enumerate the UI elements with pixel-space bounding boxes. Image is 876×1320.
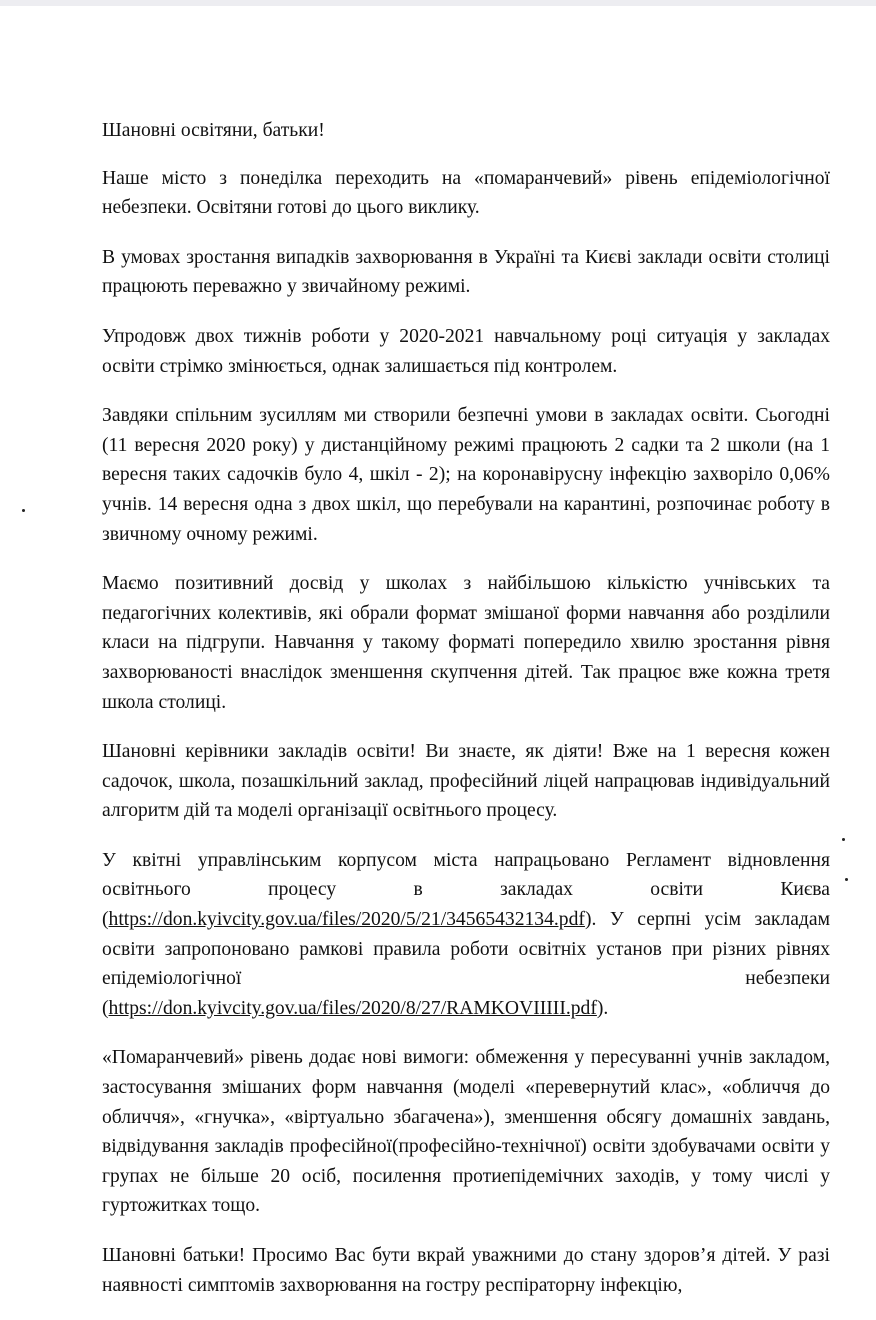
letter-body <box>102 116 830 1320</box>
framework-rules-link[interactable]: https://don.kyivcity.gov.ua/files/2020/8/27/RAMKOVIIIII.pdf <box>108 997 597 1019</box>
scan-top-edge <box>0 0 876 6</box>
paragraph-mixed-learning: Маємо позитивний досвід у школах з найбільшою кількістю учнівських та педагогічних колективів, які обрали формат змішаної форми навчання або розділили класи на підгрупи. Навчання у такому форматі попередило хвилю зростання рівня захворюваності внаслідок зменшення скупчення дітей. Так працює вже кожна третя школа столиці. <box>102 573 830 713</box>
paragraph-safe-conditions: Завдяки спільним зусиллям ми створили безпечні умови в закладах освіти. Сьогодні (11 вересня 2020 року) у дистанційному режимі працюють 2 садки та 2 школи (на 1 вересня таких садочків було 4, шкіл - 2); на коронавірусну інфекцію захворіло 0,06% учнів. 14 вересня одна з двох шкіл, що перебували на карантині, розпочинає роботу в звичному очному режимі. <box>102 405 830 545</box>
regulations-text-1: У квітні управлінським корпусом міста напрацьовано Регламент відновлення освітнього процесу в закладах освіти Києва ( <box>102 849 830 931</box>
scan-speck <box>842 838 845 841</box>
regulation-link[interactable]: https://don.kyivcity.gov.ua/files/2020/5/21/34565432134.pdf <box>108 909 585 931</box>
scan-speck <box>22 509 25 512</box>
paragraph-orange-level: Наше місто з понеділка переходить на «помаранчевий» рівень епідеміологічної небезпеки. Освітяни готові до цього виклику. <box>102 167 830 219</box>
greeting: Шановні освітяни, батьки! <box>102 120 325 141</box>
paragraph-two-weeks: Упродовж двох тижнів роботи у 2020-2021 навчальному році ситуація у закладах освіти стрімко змінюється, однак залишається під контролем. <box>102 325 830 377</box>
paragraph-schools-normal-mode: В умовах зростання випадків захворювання в Україні та Києві заклади освіти столиці працюють переважно у звичайному режимі. <box>102 246 830 298</box>
paragraph-regulations <box>102 846 830 1024</box>
paragraph-new-requirements: «Помаранчевий» рівень додає нові вимоги: обмеження у пересуванні учнів закладом, застосування змішаних форм навчання (моделі «перевернутий клас», «обличчя до обличчя», «гнучка», «віртуально збагачена»), зменшення обсягу домашніх завдань, відвідування закладів професійної(професійно-технічної) освіти здобувачами освіти у групах не більше 20 осіб, посилення протиепідемічних заходів, у тому числі у гуртожитках тощо. <box>102 1047 830 1217</box>
scan-speck <box>845 878 848 881</box>
paragraph-school-heads: Шановні керівники закладів освіти! Ви знаєте, як діяти! Вже на 1 вересня кожен садочок, школа, позашкільний заклад, професійний ліцей напрацював індивідуальний алгоритм дій та моделі організації освітнього процесу. <box>102 741 830 822</box>
paragraph-parents: Шановні батьки! Просимо Вас бути вкрай уважними до стану здоров’я дітей. У разі наявності симптомів захворювання на гостру респіраторну інфекцію, <box>102 1245 830 1296</box>
regulations-text-3: ). <box>596 997 609 1019</box>
regulations-text-2: ). У серпні усім закладам освіти запропоновано рамкові правила роботи освітніх установ при різних рівнях епідеміологічної небезпеки ( <box>102 909 830 1019</box>
